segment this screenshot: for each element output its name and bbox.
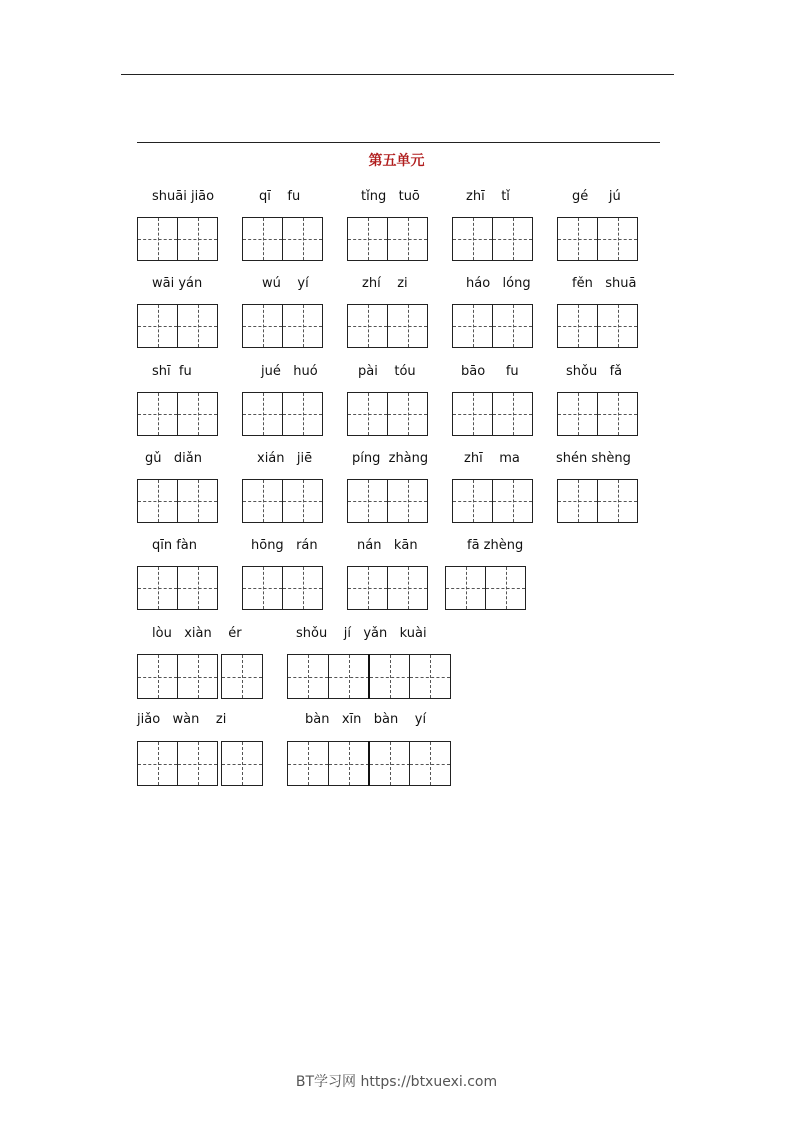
tianzige-cell xyxy=(492,217,533,261)
tianzige-cell xyxy=(347,566,388,610)
tianzige-cell xyxy=(177,392,218,436)
tianzige-cell xyxy=(387,566,428,610)
pinyin-r1-4: zhī tǐ xyxy=(466,189,510,204)
tianzige-cell xyxy=(387,304,428,348)
tianzige-cell xyxy=(597,392,638,436)
tianzige-cell xyxy=(347,217,388,261)
tianzige-cell xyxy=(287,741,329,786)
tianzige-cell xyxy=(452,217,493,261)
pinyin-r5-4: fā zhèng xyxy=(467,538,524,553)
pinyin-r3-2: jué huó xyxy=(261,364,318,379)
tianzige-cell xyxy=(557,392,598,436)
tianzige-cell xyxy=(492,304,533,348)
tianzige-cell xyxy=(221,654,263,699)
pinyin-r2-3: zhí zi xyxy=(362,276,408,291)
pinyin-r4-4: zhī ma xyxy=(464,451,520,466)
tianzige-cell xyxy=(369,654,411,699)
tianzige-cell xyxy=(242,566,283,610)
tianzige-cell xyxy=(177,654,218,699)
tianzige-cell xyxy=(282,479,323,523)
tianzige-cell xyxy=(177,741,218,786)
pinyin-r4-1: gǔ diǎn xyxy=(145,451,202,466)
pinyin-r1-1: shuāi jiāo xyxy=(152,189,215,204)
tianzige-cell xyxy=(387,392,428,436)
tianzige-cell xyxy=(177,566,218,610)
tianzige-cell xyxy=(347,304,388,348)
tianzige-cell xyxy=(369,741,411,786)
tianzige-cell xyxy=(282,392,323,436)
word-divider xyxy=(368,654,370,699)
pinyin-r1-5: gé jú xyxy=(572,189,621,204)
tianzige-cell xyxy=(328,654,370,699)
top-rule xyxy=(121,74,674,75)
tianzige-cell xyxy=(282,566,323,610)
tianzige-cell xyxy=(452,304,493,348)
pinyin-r2-4: háo lóng xyxy=(466,276,531,291)
pinyin-r3-1: shī fu xyxy=(152,364,192,379)
pinyin-r3-3: pài tóu xyxy=(358,364,416,379)
pinyin-r5-3: nán kān xyxy=(357,538,418,553)
tianzige-cell xyxy=(137,566,178,610)
unit-title: 第五单元 xyxy=(368,153,425,169)
tianzige-cell xyxy=(347,479,388,523)
tianzige-cell xyxy=(177,479,218,523)
tianzige-cell xyxy=(242,217,283,261)
tianzige-cell xyxy=(597,304,638,348)
pinyin-r7-1: jiǎo wàn zi xyxy=(137,712,227,727)
tianzige-cell xyxy=(409,741,451,786)
tianzige-cell xyxy=(557,304,598,348)
tianzige-cell xyxy=(221,741,263,786)
tianzige-cell xyxy=(492,479,533,523)
pinyin-r2-5: fěn shuā xyxy=(572,276,637,291)
tianzige-cell xyxy=(485,566,526,610)
tianzige-cell xyxy=(137,304,178,348)
pinyin-r3-5: shǒu fǎ xyxy=(566,364,623,379)
tianzige-cell xyxy=(177,304,218,348)
tianzige-cell xyxy=(242,479,283,523)
tianzige-cell xyxy=(557,217,598,261)
pinyin-r4-3: píng zhàng xyxy=(352,451,429,466)
pinyin-r3-4: bāo fu xyxy=(461,364,519,379)
pinyin-r6-2: shǒu jí yǎn kuài xyxy=(296,626,427,641)
tianzige-cell xyxy=(409,654,451,699)
pinyin-r5-1: qīn fàn xyxy=(152,538,198,553)
tianzige-cell xyxy=(177,217,218,261)
tianzige-cell xyxy=(597,217,638,261)
tianzige-cell xyxy=(557,479,598,523)
pinyin-r5-2: hōng rán xyxy=(251,538,318,553)
tianzige-cell xyxy=(597,479,638,523)
tianzige-cell xyxy=(445,566,486,610)
word-divider xyxy=(368,741,370,786)
tianzige-cell xyxy=(137,392,178,436)
pinyin-r6-1: lòu xiàn ér xyxy=(152,626,242,641)
pinyin-r2-2: wú yí xyxy=(262,276,309,291)
tianzige-cell xyxy=(452,479,493,523)
tianzige-cell xyxy=(242,392,283,436)
tianzige-cell xyxy=(137,479,178,523)
tianzige-cell xyxy=(387,479,428,523)
pinyin-r1-2: qī fu xyxy=(259,189,301,204)
pinyin-r4-5: shén shèng xyxy=(556,451,631,466)
tianzige-cell xyxy=(452,392,493,436)
tianzige-cell xyxy=(137,654,178,699)
tianzige-cell xyxy=(137,217,178,261)
pinyin-r2-1: wāi yán xyxy=(152,276,203,291)
tianzige-cell xyxy=(282,304,323,348)
tianzige-cell xyxy=(282,217,323,261)
tianzige-cell xyxy=(328,741,370,786)
tianzige-cell xyxy=(287,654,329,699)
pinyin-r1-3: tǐng tuō xyxy=(361,189,420,204)
pinyin-r7-2: bàn xīn bàn yí xyxy=(305,712,427,727)
tianzige-cell xyxy=(242,304,283,348)
footer-watermark: BT学习网 https://btxuexi.com xyxy=(295,1074,498,1090)
pinyin-r4-2: xián jiē xyxy=(257,451,313,466)
tianzige-cell xyxy=(387,217,428,261)
tianzige-cell xyxy=(492,392,533,436)
section-rule xyxy=(137,142,660,143)
tianzige-cell xyxy=(137,741,178,786)
tianzige-cell xyxy=(347,392,388,436)
